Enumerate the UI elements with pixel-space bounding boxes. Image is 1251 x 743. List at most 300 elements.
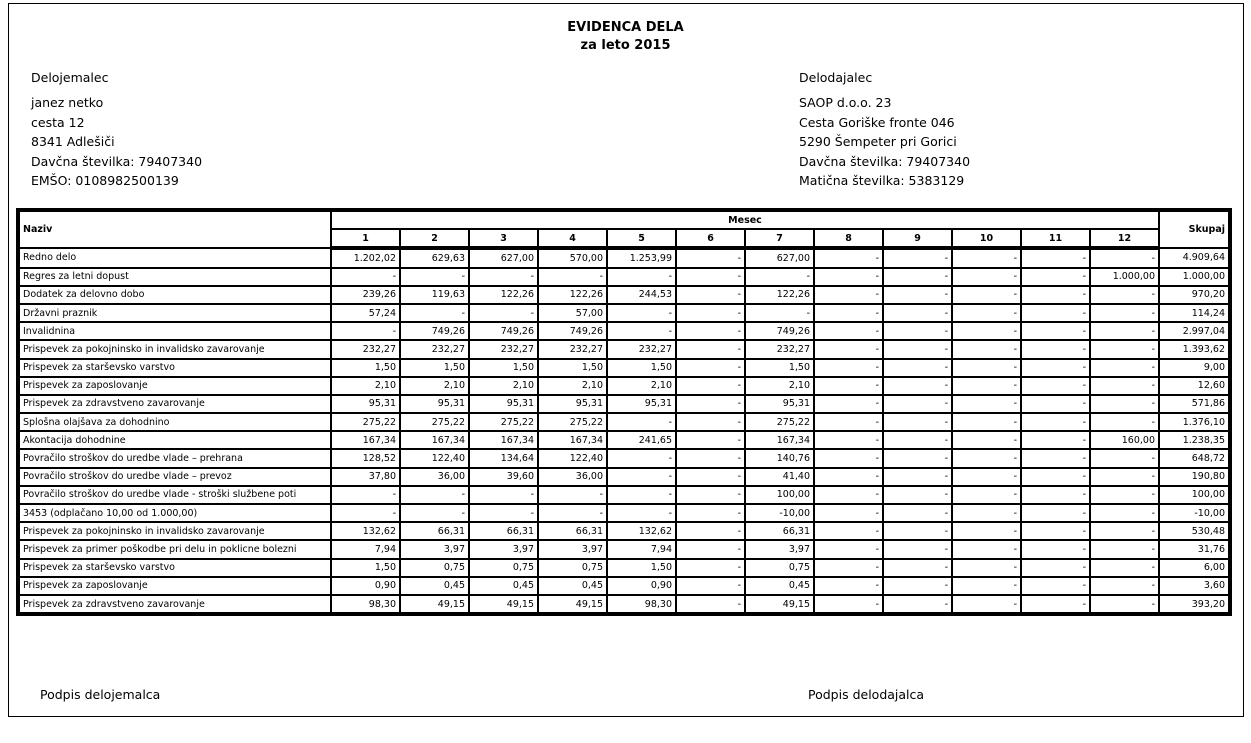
month-value-cell: 49,15 <box>538 595 607 614</box>
month-value-cell: - <box>1021 395 1090 413</box>
month-value-cell: 232,27 <box>538 340 607 358</box>
month-value-cell: - <box>952 286 1021 304</box>
month-value-cell: - <box>814 395 883 413</box>
month-value-cell: 167,34 <box>538 431 607 449</box>
month-value-cell: 1,50 <box>331 559 400 577</box>
month-value-cell: - <box>1090 449 1159 467</box>
month-value-cell: - <box>952 468 1021 486</box>
month-value-cell: 0,75 <box>400 559 469 577</box>
month-value-cell: - <box>676 413 745 431</box>
month-value-cell: 95,31 <box>538 395 607 413</box>
row-label: Splošna olajšava za dohodnino <box>18 413 331 431</box>
table-row <box>18 449 1230 467</box>
work-record-table <box>16 208 1232 616</box>
month-value-cell: - <box>1021 577 1090 595</box>
document-subtitle: za leto 2015 <box>580 38 671 53</box>
month-value-cell: - <box>883 268 952 286</box>
month-value-cell: - <box>952 486 1021 504</box>
month-value-cell: - <box>676 449 745 467</box>
table-row <box>18 395 1230 413</box>
month-value-cell: 1.253,99 <box>607 248 676 267</box>
month-value-cell: - <box>952 559 1021 577</box>
month-value-cell: 140,76 <box>745 449 814 467</box>
month-value-cell: 0,75 <box>538 559 607 577</box>
table-row <box>18 304 1230 322</box>
month-value-cell: - <box>814 540 883 558</box>
month-value-cell: - <box>400 486 469 504</box>
month-value-cell: 0,45 <box>400 577 469 595</box>
month-value-cell: - <box>952 395 1021 413</box>
month-value-cell: - <box>883 377 952 395</box>
month-value-cell: 1,50 <box>538 359 607 377</box>
month-value-cell: 1,50 <box>469 359 538 377</box>
month-value-cell: 167,34 <box>331 431 400 449</box>
month-value-cell: 95,31 <box>607 395 676 413</box>
month-value-cell: - <box>1090 468 1159 486</box>
month-value-cell: - <box>469 486 538 504</box>
month-value-cell: - <box>676 268 745 286</box>
month-value-cell: 1,50 <box>331 359 400 377</box>
month-value-cell: 49,15 <box>400 595 469 614</box>
month-value-cell: - <box>814 522 883 540</box>
employee-street: cesta 12 <box>31 114 85 130</box>
month-value-cell: - <box>676 377 745 395</box>
month-value-cell: 275,22 <box>400 413 469 431</box>
month-value-cell: 36,00 <box>538 468 607 486</box>
row-label: Prispevek za starševsko varstvo <box>18 359 331 377</box>
month-value-cell: - <box>676 359 745 377</box>
month-value-cell: 66,31 <box>400 522 469 540</box>
month-value-cell: 49,15 <box>469 595 538 614</box>
month-value-cell: 232,27 <box>607 340 676 358</box>
month-value-cell: 570,00 <box>538 248 607 267</box>
month-value-cell: 160,00 <box>1090 431 1159 449</box>
month-value-cell: 36,00 <box>400 468 469 486</box>
row-label: Redno delo <box>18 248 331 267</box>
month-value-cell: 0,75 <box>469 559 538 577</box>
month-value-cell: - <box>883 413 952 431</box>
month-value-cell: 3,97 <box>469 540 538 558</box>
month-value-cell: 0,75 <box>745 559 814 577</box>
month-value-cell: - <box>1090 486 1159 504</box>
column-header-month-5: 5 <box>607 229 676 248</box>
row-total-cell: 9,00 <box>1159 359 1230 377</box>
month-value-cell: - <box>745 268 814 286</box>
month-value-cell: - <box>814 595 883 614</box>
column-header-month-9: 9 <box>883 229 952 248</box>
month-value-cell: - <box>676 486 745 504</box>
month-value-cell: - <box>1021 449 1090 467</box>
month-value-cell: 122,26 <box>469 286 538 304</box>
month-value-cell: - <box>952 304 1021 322</box>
month-value-cell: 98,30 <box>331 595 400 614</box>
month-value-cell: - <box>952 413 1021 431</box>
month-value-cell: 275,22 <box>331 413 400 431</box>
employer-city: 5290 Šempeter pri Gorici <box>799 134 957 150</box>
month-value-cell: - <box>814 377 883 395</box>
month-value-cell: 122,40 <box>538 449 607 467</box>
month-value-cell: - <box>676 468 745 486</box>
month-value-cell: - <box>676 577 745 595</box>
row-total-cell: -10,00 <box>1159 504 1230 522</box>
month-value-cell: 167,34 <box>745 431 814 449</box>
table-row <box>18 486 1230 504</box>
table-row <box>18 431 1230 449</box>
month-value-cell: - <box>1021 248 1090 267</box>
table-row <box>18 468 1230 486</box>
row-total-cell: 1.000,00 <box>1159 268 1230 286</box>
month-value-cell: 134,64 <box>469 449 538 467</box>
row-total-cell: 100,00 <box>1159 486 1230 504</box>
month-value-cell: - <box>400 504 469 522</box>
month-value-cell: - <box>1021 304 1090 322</box>
month-value-cell: 167,34 <box>400 431 469 449</box>
month-value-cell: 1,50 <box>607 559 676 577</box>
month-value-cell: 0,90 <box>607 577 676 595</box>
month-value-cell: 1,50 <box>745 359 814 377</box>
month-value-cell: 1.202,02 <box>331 248 400 267</box>
month-value-cell: 128,52 <box>331 449 400 467</box>
employer-tax-number: Davčna številka: 79407340 <box>799 153 971 169</box>
month-value-cell: - <box>1090 248 1159 267</box>
row-total-cell: 648,72 <box>1159 449 1230 467</box>
month-value-cell: - <box>952 268 1021 286</box>
row-label: 3453 (odplačano 10,00 od 1.000,00) <box>18 504 331 522</box>
month-value-cell: 41,40 <box>745 468 814 486</box>
month-value-cell: - <box>1021 413 1090 431</box>
employee-block <box>31 68 202 191</box>
row-total-cell: 1.376,10 <box>1159 413 1230 431</box>
month-value-cell: 0,45 <box>469 577 538 595</box>
month-value-cell: - <box>1021 322 1090 340</box>
row-label: Državni praznik <box>18 304 331 322</box>
month-value-cell: - <box>607 468 676 486</box>
row-label: Prispevek za zaposlovanje <box>18 577 331 595</box>
month-value-cell: 2,10 <box>400 377 469 395</box>
month-value-cell: - <box>883 304 952 322</box>
month-value-cell: 132,62 <box>607 522 676 540</box>
month-value-cell: 2,10 <box>607 377 676 395</box>
month-value-cell: - <box>676 540 745 558</box>
month-value-cell: 49,15 <box>745 595 814 614</box>
month-value-cell: - <box>676 522 745 540</box>
month-value-cell: - <box>883 504 952 522</box>
month-value-cell: 122,26 <box>538 286 607 304</box>
month-value-cell: - <box>1090 522 1159 540</box>
month-value-cell: - <box>883 395 952 413</box>
row-label: Prispevek za primer poškodbe pri delu in poklicne bolezni <box>18 540 331 558</box>
month-value-cell: - <box>814 359 883 377</box>
column-header-month-10: 10 <box>952 229 1021 248</box>
month-value-cell: - <box>883 540 952 558</box>
month-value-cell: 232,27 <box>331 340 400 358</box>
month-value-cell: 232,27 <box>400 340 469 358</box>
month-value-cell: - <box>952 322 1021 340</box>
row-total-cell: 571,86 <box>1159 395 1230 413</box>
month-value-cell: 0,90 <box>331 577 400 595</box>
month-value-cell: - <box>952 449 1021 467</box>
month-value-cell: - <box>1021 540 1090 558</box>
month-value-cell: - <box>814 413 883 431</box>
row-label: Akontacija dohodnine <box>18 431 331 449</box>
month-value-cell: - <box>814 577 883 595</box>
month-value-cell: 37,80 <box>331 468 400 486</box>
month-value-cell: - <box>883 468 952 486</box>
month-value-cell: - <box>814 286 883 304</box>
row-total-cell: 6,00 <box>1159 559 1230 577</box>
month-value-cell: - <box>814 431 883 449</box>
month-value-cell: - <box>814 340 883 358</box>
month-value-cell: - <box>469 268 538 286</box>
month-value-cell: 627,00 <box>745 248 814 267</box>
month-value-cell: 0,45 <box>538 577 607 595</box>
month-value-cell: 241,65 <box>607 431 676 449</box>
month-value-cell: - <box>952 359 1021 377</box>
month-value-cell: - <box>883 340 952 358</box>
month-value-cell: - <box>883 449 952 467</box>
row-label: Prispevek za pokojninsko in invalidsko zavarovanje <box>18 522 331 540</box>
column-header-name: Naziv <box>18 210 331 248</box>
month-value-cell: 232,27 <box>745 340 814 358</box>
month-value-cell: - <box>1090 504 1159 522</box>
row-label: Prispevek za zdravstveno zavarovanje <box>18 595 331 614</box>
month-value-cell: - <box>883 359 952 377</box>
month-value-cell: 232,27 <box>469 340 538 358</box>
month-value-cell: - <box>1090 559 1159 577</box>
month-value-cell: - <box>814 504 883 522</box>
month-value-cell: - <box>1090 395 1159 413</box>
employee-name: janez netko <box>31 95 104 110</box>
month-value-cell: - <box>676 248 745 267</box>
month-value-cell: - <box>1090 286 1159 304</box>
month-value-cell: 1,50 <box>400 359 469 377</box>
row-label: Prispevek za zdravstveno zavarovanje <box>18 395 331 413</box>
month-value-cell: - <box>676 286 745 304</box>
month-value-cell: - <box>469 504 538 522</box>
month-value-cell: 39,60 <box>469 468 538 486</box>
month-value-cell: 1,50 <box>607 359 676 377</box>
month-value-cell: - <box>607 504 676 522</box>
month-value-cell: - <box>331 504 400 522</box>
month-value-cell: - <box>1021 486 1090 504</box>
table-row <box>18 286 1230 304</box>
table-row <box>18 504 1230 522</box>
month-value-cell: 749,26 <box>400 322 469 340</box>
month-value-cell: - <box>607 413 676 431</box>
month-value-cell: - <box>1021 595 1090 614</box>
table-row <box>18 268 1230 286</box>
month-value-cell: - <box>400 304 469 322</box>
month-value-cell: - <box>607 304 676 322</box>
column-header-month-2: 2 <box>400 229 469 248</box>
month-value-cell: - <box>952 431 1021 449</box>
column-header-month-4: 4 <box>538 229 607 248</box>
month-value-cell: 2,10 <box>331 377 400 395</box>
column-header-month-11: 11 <box>1021 229 1090 248</box>
month-value-cell: - <box>1090 413 1159 431</box>
month-value-cell: - <box>814 248 883 267</box>
column-header-month-3: 3 <box>469 229 538 248</box>
month-value-cell: - <box>1021 268 1090 286</box>
row-label: Prispevek za starševsko varstvo <box>18 559 331 577</box>
month-value-cell: 122,40 <box>400 449 469 467</box>
month-value-cell: 629,63 <box>400 248 469 267</box>
month-value-cell: - <box>1090 595 1159 614</box>
table-row <box>18 377 1230 395</box>
month-value-cell: 0,45 <box>745 577 814 595</box>
month-value-cell: - <box>1021 359 1090 377</box>
column-header-month-6: 6 <box>676 229 745 248</box>
month-value-cell: 7,94 <box>607 540 676 558</box>
month-value-cell: 2,10 <box>538 377 607 395</box>
employer-registration-number: Matična številka: 5383129 <box>799 173 965 189</box>
table-row <box>18 322 1230 340</box>
month-value-cell: - <box>745 304 814 322</box>
month-value-cell: - <box>469 304 538 322</box>
employer-street: Cesta Goriške fronte 046 <box>799 114 955 130</box>
month-value-cell: - <box>331 268 400 286</box>
month-value-cell: 57,24 <box>331 304 400 322</box>
row-total-cell: 3,60 <box>1159 577 1230 595</box>
month-value-cell: 132,62 <box>331 522 400 540</box>
month-value-cell: 95,31 <box>745 395 814 413</box>
month-value-cell: - <box>883 248 952 267</box>
month-value-cell: - <box>883 559 952 577</box>
month-value-cell: 275,22 <box>469 413 538 431</box>
employee-heading: Delojemalec <box>31 70 109 85</box>
month-value-cell: - <box>814 468 883 486</box>
row-label: Invalidnina <box>18 322 331 340</box>
row-label: Regres za letni dopust <box>18 268 331 286</box>
month-value-cell: - <box>814 486 883 504</box>
month-value-cell: - <box>1090 377 1159 395</box>
row-total-cell: 1.238,35 <box>1159 431 1230 449</box>
month-value-cell: - <box>1090 322 1159 340</box>
month-value-cell: - <box>1021 522 1090 540</box>
month-value-cell: - <box>400 268 469 286</box>
month-value-cell: - <box>538 268 607 286</box>
month-value-cell: 167,34 <box>469 431 538 449</box>
employee-city: 8341 Adlešiči <box>31 134 115 150</box>
employer-heading: Delodajalec <box>799 70 873 85</box>
month-value-cell: - <box>952 595 1021 614</box>
month-value-cell: 66,31 <box>469 522 538 540</box>
month-value-cell: - <box>1021 286 1090 304</box>
month-value-cell: - <box>883 577 952 595</box>
row-total-cell: 190,80 <box>1159 468 1230 486</box>
table-row <box>18 577 1230 595</box>
month-value-cell: - <box>1021 559 1090 577</box>
month-value-cell: - <box>607 268 676 286</box>
month-value-cell: - <box>1090 340 1159 358</box>
row-total-cell: 4.909,64 <box>1159 248 1230 267</box>
month-value-cell: 119,63 <box>400 286 469 304</box>
month-value-cell: 627,00 <box>469 248 538 267</box>
month-value-cell: 3,97 <box>400 540 469 558</box>
month-value-cell: - <box>883 322 952 340</box>
month-value-cell: - <box>952 340 1021 358</box>
month-value-cell: - <box>883 522 952 540</box>
month-value-cell: 98,30 <box>607 595 676 614</box>
employee-signature-label: Podpis delojemalca <box>40 687 161 702</box>
column-header-month-1: 1 <box>331 229 400 248</box>
document-title: EVIDENCA DELA <box>567 20 684 35</box>
month-value-cell: 95,31 <box>331 395 400 413</box>
month-value-cell: 1.000,00 <box>1090 268 1159 286</box>
row-label: Povračilo stroškov do uredbe vlade - stroški službene poti <box>18 486 331 504</box>
row-total-cell: 970,20 <box>1159 286 1230 304</box>
column-header-total: Skupaj <box>1159 210 1230 248</box>
column-header-month-8: 8 <box>814 229 883 248</box>
month-value-cell: - <box>1090 540 1159 558</box>
month-value-cell: 57,00 <box>538 304 607 322</box>
month-value-cell: - <box>1090 304 1159 322</box>
employee-emso: EMŠO: 0108982500139 <box>31 173 179 189</box>
month-value-cell: - <box>676 431 745 449</box>
month-value-cell: - <box>676 395 745 413</box>
month-value-cell: 122,26 <box>745 286 814 304</box>
row-total-cell: 393,20 <box>1159 595 1230 614</box>
month-value-cell: - <box>883 286 952 304</box>
month-value-cell: - <box>814 449 883 467</box>
employer-name: SAOP d.o.o. 23 <box>799 95 892 110</box>
month-value-cell: 95,31 <box>400 395 469 413</box>
month-value-cell: - <box>331 322 400 340</box>
month-value-cell: 749,26 <box>469 322 538 340</box>
month-value-cell: - <box>676 559 745 577</box>
row-label: Povračilo stroškov do uredbe vlade – prevoz <box>18 468 331 486</box>
month-value-cell: - <box>814 559 883 577</box>
month-value-cell: - <box>814 268 883 286</box>
table-row <box>18 540 1230 558</box>
month-value-cell: - <box>883 595 952 614</box>
month-value-cell: 3,97 <box>538 540 607 558</box>
employee-tax-number: Davčna številka: 79407340 <box>31 153 203 169</box>
month-value-cell: - <box>607 486 676 504</box>
month-value-cell: - <box>538 504 607 522</box>
month-value-cell: 95,31 <box>469 395 538 413</box>
row-total-cell: 31,76 <box>1159 540 1230 558</box>
month-value-cell: - <box>676 322 745 340</box>
month-value-cell: - <box>952 248 1021 267</box>
row-label: Povračilo stroškov do uredbe vlade – prehrana <box>18 449 331 467</box>
month-value-cell: 244,53 <box>607 286 676 304</box>
month-value-cell: - <box>883 486 952 504</box>
month-value-cell: 749,26 <box>538 322 607 340</box>
month-value-cell: - <box>1090 359 1159 377</box>
month-value-cell: - <box>331 486 400 504</box>
column-header-month-group: Mesec <box>331 210 1159 229</box>
employer-block <box>799 68 970 191</box>
row-label: Prispevek za zaposlovanje <box>18 377 331 395</box>
month-value-cell: 100,00 <box>745 486 814 504</box>
row-total-cell: 1.393,62 <box>1159 340 1230 358</box>
column-header-month-7: 7 <box>745 229 814 248</box>
month-value-cell: - <box>1021 377 1090 395</box>
table-row <box>18 559 1230 577</box>
month-value-cell: 7,94 <box>331 540 400 558</box>
month-value-cell: 275,22 <box>745 413 814 431</box>
row-label: Dodatek za delovno dobo <box>18 286 331 304</box>
employer-signature-label: Podpis delodajalca <box>808 687 925 702</box>
table-row <box>18 522 1230 540</box>
month-value-cell: - <box>676 340 745 358</box>
month-value-cell: - <box>607 449 676 467</box>
column-header-month-12: 12 <box>1090 229 1159 248</box>
month-value-cell: - <box>676 504 745 522</box>
month-value-cell: 66,31 <box>538 522 607 540</box>
month-value-cell: - <box>676 304 745 322</box>
